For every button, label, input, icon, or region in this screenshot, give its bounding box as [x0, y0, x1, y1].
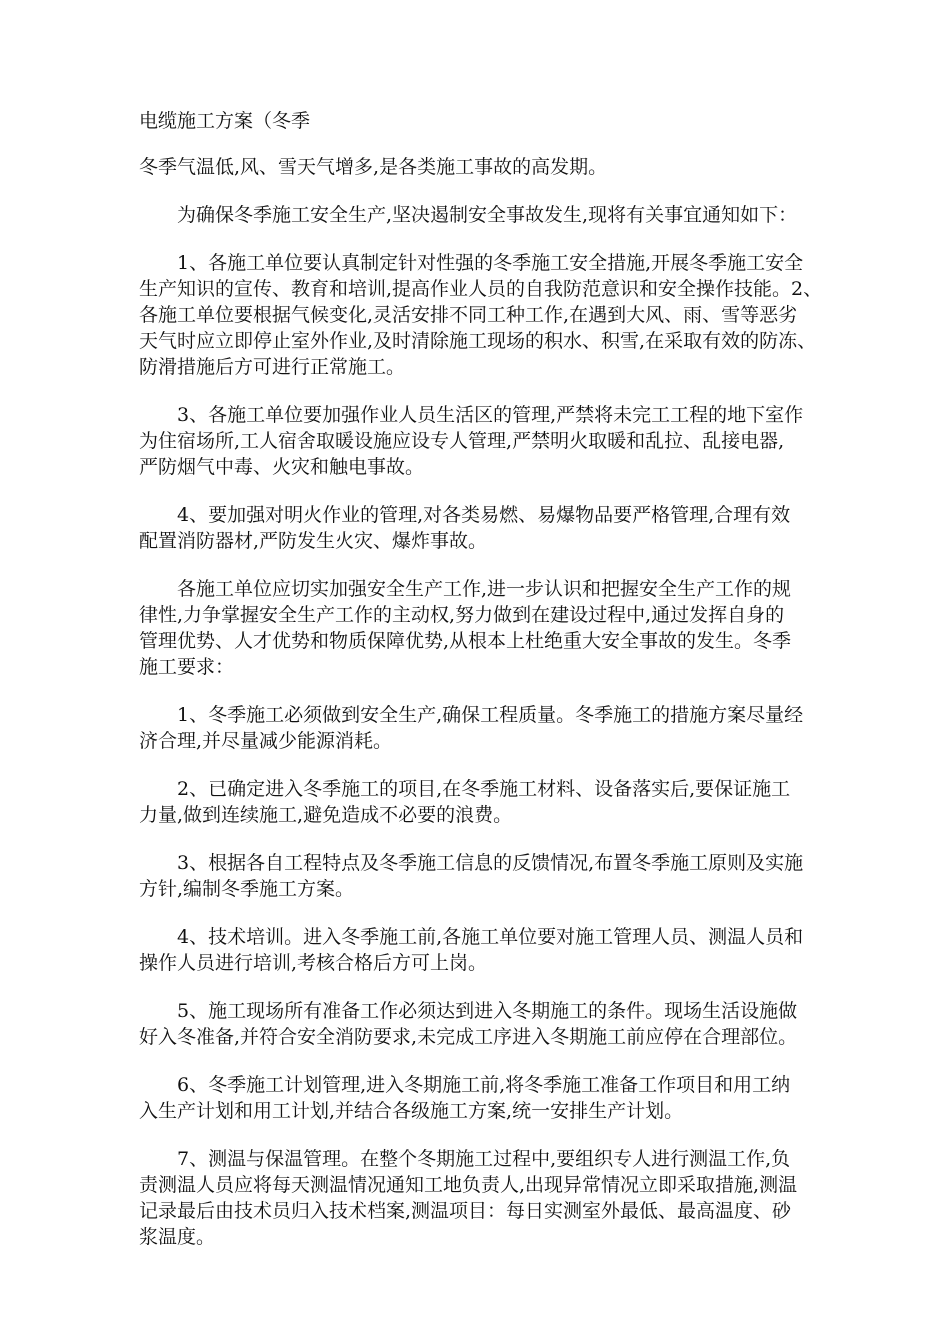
paragraph-line: 3、各施工单位要加强作业人员生活区的管理,严禁将未完工工程的地下室作	[177, 404, 804, 426]
paragraph-line: 3、根据各自工程特点及冬季施工信息的反馈情况,布置冬季施工原则及实施	[177, 852, 804, 874]
paragraph	[139, 154, 829, 180]
paragraph	[139, 502, 829, 554]
paragraph-line: 方针,编制冬季施工方案。	[139, 878, 355, 900]
paragraph-line: 严防烟气中毒、火灾和触电事故。	[139, 456, 425, 478]
paragraph-line: 为确保冬季施工安全生产,坚决遏制安全事故发生,现将有关事宜通知如下：	[177, 204, 798, 226]
paragraph-line: 责测温人员应将每天测温情况通知工地负责人,出现异常情况立即采取措施,测温	[139, 1174, 798, 1196]
paragraph-line: 入生产计划和用工计划,并结合各级施工方案,统一安排生产计划。	[139, 1100, 684, 1122]
paragraph	[139, 202, 829, 228]
paragraph-line: 力量,做到连续施工,避免造成不必要的浪费。	[139, 804, 513, 826]
paragraph	[139, 250, 829, 380]
paragraph	[139, 850, 829, 902]
paragraph-line: 为住宿场所,工人宿舍取暖设施应设专人管理,严禁明火取暖和乱拉、乱接电器,	[139, 430, 785, 452]
paragraph	[139, 998, 829, 1050]
paragraph-line: 4、技术培训。进入冬季施工前,各施工单位要对施工管理人员、测温人员和	[177, 926, 804, 948]
paragraph	[139, 402, 829, 480]
paragraph	[139, 1146, 829, 1250]
paragraph-line: 记录最后由技术员归入技术档案,测温项目：每日实测室外最低、最高温度、砂	[139, 1200, 792, 1222]
paragraph-line: 律性,力争掌握安全生产工作的主动权,努力做到在建设过程中,通过发挥自身的	[139, 604, 785, 626]
paragraph-line: 管理优势、人才优势和物质保障优势,从根本上杜绝重大安全事故的发生。冬季	[139, 630, 792, 652]
document-title: 电缆施工方案（冬季	[139, 110, 311, 132]
paragraph-line: 操作人员进行培训,考核合格后方可上岗。	[139, 952, 488, 974]
paragraph-line: 2、已确定进入冬季施工的项目,在冬季施工材料、设备落实后,要保证施工	[177, 778, 791, 800]
paragraph-line: 7、测温与保温管理。在整个冬期施工过程中,要组织专人进行测温工作,负	[177, 1148, 791, 1170]
paragraph-line: 施工要求：	[139, 656, 235, 678]
paragraph-line: 1、冬季施工必须做到安全生产,确保工程质量。冬季施工的措施方案尽量经	[177, 704, 804, 726]
paragraph-line: 5、施工现场所有准备工作必须达到进入冬期施工的条件。现场生活设施做	[177, 1000, 798, 1022]
paragraph-line: 浆温度。	[139, 1226, 216, 1248]
paragraph-line: 6、冬季施工计划管理,进入冬期施工前,将冬季施工准备工作项目和用工纳	[177, 1074, 791, 1096]
paragraph-list	[139, 154, 829, 1250]
document-body	[139, 108, 829, 1272]
paragraph-line: 济合理,并尽量减少能源消耗。	[139, 730, 393, 752]
paragraph-line: 防滑措施后方可进行正常施工。	[139, 356, 406, 378]
paragraph-line: 各施工单位应切实加强安全生产工作,进一步认识和把握安全生产工作的规	[177, 578, 792, 600]
paragraph-line: 天气时应立即停止室外作业,及时清除施工现场的积水、积雪,在采取有效的防冻、	[139, 330, 817, 352]
paragraph	[139, 702, 829, 754]
paragraph-line: 4、要加强对明火作业的管理,对各类易燃、易爆物品要严格管理,合理有效	[177, 504, 791, 526]
paragraph-line: 生产知识的宣传、教育和培训,提高作业人员的自我防范意识和安全操作技能。2、	[139, 278, 823, 300]
paragraph	[139, 576, 829, 680]
paragraph	[139, 924, 829, 976]
paragraph	[139, 1072, 829, 1124]
paragraph-line: 1、各施工单位要认真制定针对性强的冬季施工安全措施,开展冬季施工安全	[177, 252, 804, 274]
paragraph-line: 冬季气温低,风、雪天气增多,是各类施工事故的高发期。	[139, 156, 608, 178]
paragraph-line: 配置消防器材,严防发生火灾、爆炸事故。	[139, 530, 488, 552]
paragraph-line: 好入冬准备,并符合安全消防要求,未完成工序进入冬期施工前应停在合理部位。	[139, 1026, 798, 1048]
paragraph-line: 各施工单位要根据气候变化,灵活安排不同工种工作,在遇到大风、雨、雪等恶劣	[139, 304, 798, 326]
paragraph	[139, 776, 829, 828]
